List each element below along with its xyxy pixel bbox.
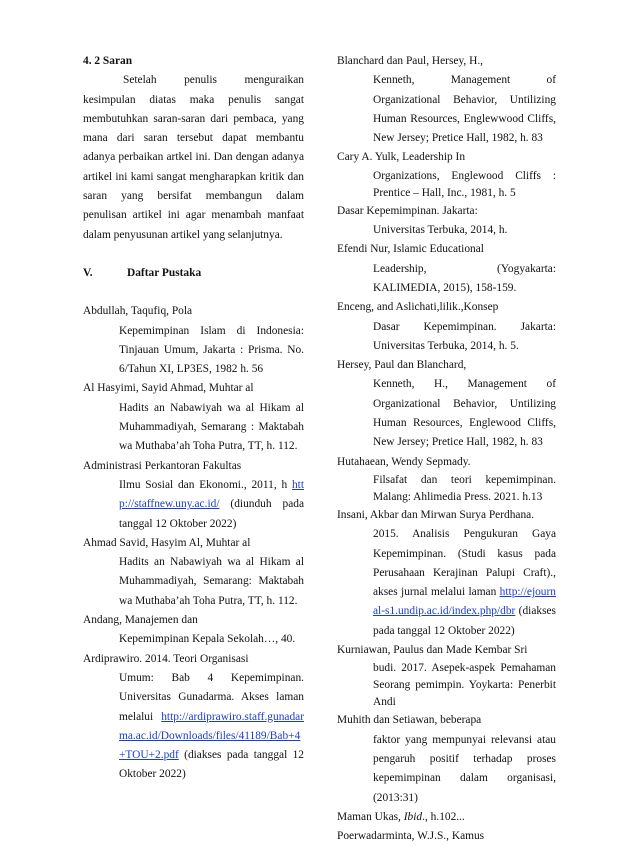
reference-details: budi. 2017. Asepek-aspek Pemahaman Seorang pemimpin. Yoykarta: Penerbit Andi bbox=[373, 662, 556, 709]
reference-author: Abdullah, Taqufiq, Pola bbox=[83, 305, 193, 318]
reference-details: faktor yang mempunyai relevansi atau pengaruh positif terhadap proses kepemimpinan dalam organisasi, (2013:31) bbox=[373, 733, 556, 804]
reference-author: Ardiprawiro. 2014. Teori Organisasi bbox=[83, 652, 249, 665]
reference-access-note: (diakses pada tanggal 12 Oktober 2022) bbox=[373, 605, 556, 637]
reference-author: Insani, Akbar dan Mirwan Surya Perdhana. bbox=[337, 508, 535, 521]
reference-author: Andang, Manajemen dan bbox=[83, 614, 198, 627]
reference-details bbox=[119, 669, 304, 785]
reference-list-right bbox=[337, 52, 556, 846]
reference-author: Enceng, and Aslichati,lilik.,Konsep bbox=[337, 301, 499, 314]
section-number: V. bbox=[83, 266, 93, 279]
reference-details: Dasar Kepemimpinan. Jakarta: Universitas Terbuka, 2014, h. 5. bbox=[373, 320, 556, 352]
reference-author: Hersey, Paul dan Blanchard, bbox=[337, 359, 467, 372]
reference-details: Kenneth, H., Management of Organizational Behavior, Untilizing Human Resources, Englewood Cliffs, New Jersey; Pretice Hall, 1982, h. 83 bbox=[373, 378, 556, 449]
reference-entry bbox=[337, 240, 556, 298]
reference-access-note: (diunduh pada tanggal 12 Oktober 2022) bbox=[119, 498, 304, 530]
saran-paragraph: Setelah penulis menguraikan kesimpulan diatas maka penulis sangat membutuhkan saran-saran dari pembaca, yang mana dari saran tersebut dapat membantu adanya perbaikan artkel ini. Dan dengan adanya artikel ini kami sangat mengharapkan kritik dan saran yang bersifat membangun dalam penulisan artikel ini agar menambah manfaat dalam penyusunan artikel yang selanjutnya. bbox=[83, 74, 304, 241]
reference-author: Kurniawan, Paulus dan Made Kembar Sri bbox=[337, 644, 528, 657]
reference-author-suffix: ., h.102... bbox=[422, 810, 465, 823]
reference-entry bbox=[337, 711, 556, 807]
reference-entry bbox=[83, 379, 304, 456]
reference-link[interactable]: http://ardiprawiro.staff.gunadarma.ac.id/Downloads/files/41189/Bab+4+TOU+2.pdf bbox=[119, 710, 304, 762]
reference-details-text: 2015. Analisis Pengukuran Gaya Kepemimpinan. (Studi kasus pada Perusahaan Kerajinan Palupi Craft)., akses jurnal melalui laman bbox=[373, 528, 556, 599]
reference-author: Hutahaean, Wendy Sepmady. bbox=[337, 455, 471, 468]
reference-ibid: Ibid bbox=[403, 810, 423, 823]
reference-entry bbox=[337, 298, 556, 356]
reference-entry bbox=[337, 641, 556, 711]
reference-author: Al Hasyimi, Sayid Ahmad, Muhtar al bbox=[83, 382, 254, 395]
section-title: Daftar Pustaka bbox=[127, 266, 202, 279]
reference-entry bbox=[337, 453, 556, 506]
reference-details: Universitas Terbuka, 2014, h. bbox=[373, 224, 508, 237]
reference-entry bbox=[337, 827, 556, 846]
right-column bbox=[337, 52, 556, 846]
reference-author: Ahmad Savid, Hasyim Al, Muhtar al bbox=[83, 536, 251, 549]
reference-entry bbox=[83, 302, 304, 379]
reference-details bbox=[373, 525, 556, 641]
reference-details: Organizations, Englewood Cliffs : Prentice – Hall, Inc., 1981, h. 5 bbox=[373, 169, 556, 199]
reference-entry bbox=[337, 148, 556, 201]
reference-details bbox=[119, 476, 304, 534]
reference-entry bbox=[337, 202, 556, 241]
reference-details: Filsafat dan teori kepemimpinan. Malang: Ahlimedia Press. 2021. h.13 bbox=[373, 473, 556, 503]
reference-entry bbox=[337, 356, 556, 452]
reference-details-text: Umum: Bab 4 Kepemimpinan. Universitas Gunadarma. Akses laman melalui bbox=[119, 671, 304, 723]
reference-details: Hadits an Nabawiyah wa al Hikam al Muhammadiyah, Semarang: Maktabah wa Muthaba’ah Toha Putra, TT, h. 112. bbox=[119, 556, 304, 607]
section-heading-pustaka bbox=[83, 264, 304, 283]
reference-entry bbox=[337, 52, 556, 148]
reference-author-text: Maman Ukas, bbox=[337, 810, 404, 823]
reference-entry bbox=[83, 611, 304, 650]
section-heading-saran: 4. 2 Saran bbox=[83, 55, 133, 67]
reference-author: Blanchard dan Paul, Hersey, H., bbox=[337, 55, 484, 67]
reference-author: Administrasi Perkantoran Fakultas bbox=[83, 459, 242, 472]
reference-entry bbox=[83, 457, 304, 534]
reference-link[interactable]: http://ejournal-s1.undip.ac.id/index.php/dbr bbox=[373, 586, 556, 618]
reference-details: Kenneth, Management of Organizational Behavior, Untilizing Human Resources, Englewwood Cliffs, New Jersey; Pretice Hall, 1982, h. 83 bbox=[373, 74, 556, 145]
reference-link[interactable]: http://staffnew.uny.ac.id/ bbox=[119, 478, 304, 511]
reference-access-note: (diakses pada tanggal 12 Oktober 2022) bbox=[119, 749, 304, 781]
reference-details-text: Ilmu Sosial dan Ekonomi., 2011, h bbox=[119, 478, 292, 491]
reference-list-left bbox=[83, 302, 304, 784]
reference-author bbox=[337, 808, 556, 827]
reference-entry bbox=[83, 650, 304, 785]
reference-author: Muhith dan Setiawan, beberapa bbox=[337, 714, 482, 727]
reference-entry bbox=[337, 808, 556, 827]
reference-details: Leadership, (Yogyakarta: KALIMEDIA, 2015), 158-159. bbox=[373, 262, 556, 294]
reference-details: Hadits an Nabawiyah wa al Hikam al Muhammadiyah, Semarang : Maktabah wa Muthaba’ah Toha Putra, TT, h. 112. bbox=[119, 401, 304, 453]
reference-author: Dasar Kepemimpinan. Jakarta: bbox=[337, 204, 478, 217]
reference-details: Kepemimpinan Islam di Indonesia: Tinjauan Umum, Jakarta : Prisma. No. 6/Tahun XI, LP3ES, 1982 h. 56 bbox=[119, 324, 304, 376]
left-column bbox=[83, 52, 304, 785]
reference-entry bbox=[83, 534, 304, 611]
reference-author: Efendi Nur, Islamic Educational bbox=[337, 243, 484, 256]
reference-entry bbox=[337, 506, 556, 641]
reference-author: Poerwadarminta, W.J.S., Kamus bbox=[337, 830, 485, 843]
reference-author: Cary A. Yulk, Leadership In bbox=[337, 151, 466, 164]
reference-details: Kepemimpinan Kepala Sekolah…, 40. bbox=[119, 633, 296, 646]
